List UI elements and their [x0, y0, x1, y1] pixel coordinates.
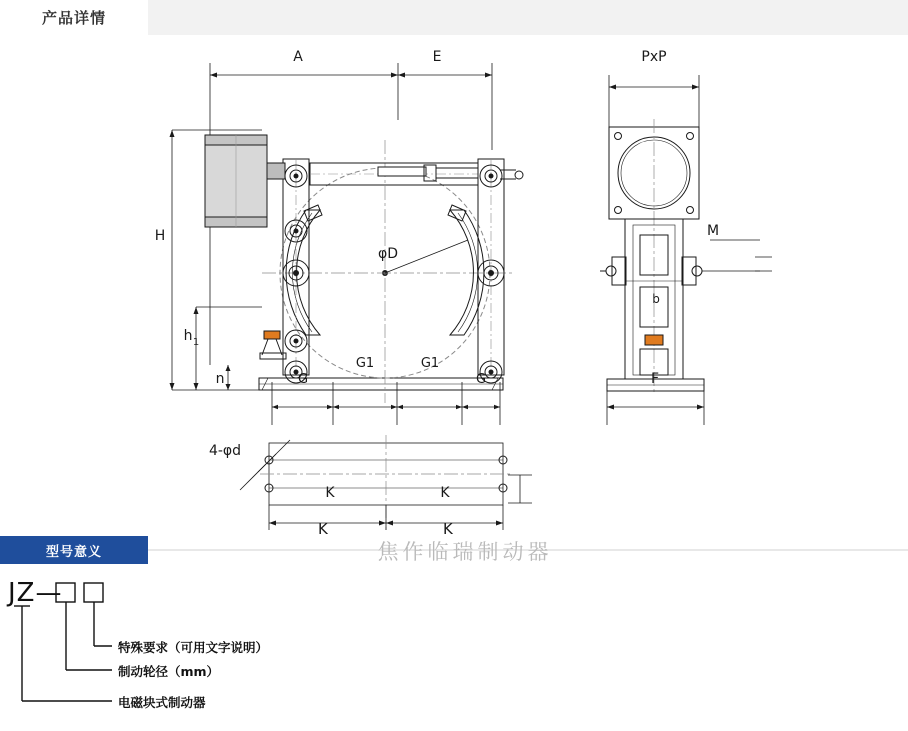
dim-label-G1-right: G1: [420, 356, 440, 371]
dim-label-h1-sub: 1: [192, 337, 200, 348]
technical-drawing: [0, 35, 908, 530]
dim-label-K-left: K: [325, 485, 335, 501]
dim-label-E: E: [432, 49, 442, 65]
legend-item-wheel-diameter: 制动轮径（mm）: [118, 664, 220, 679]
model-meaning-label-box: [0, 536, 148, 564]
brake-drawing-svg: [0, 35, 908, 530]
dim-label-n: n: [215, 371, 225, 387]
dim-label-K-right: K: [440, 485, 450, 501]
legend-item-brake-type: 电磁块式制动器: [118, 695, 206, 710]
plan-dim-K-left: K: [318, 520, 328, 538]
dim-label-phiD: φD: [377, 246, 399, 262]
electromagnet-body: [205, 135, 285, 227]
dim-label-A: A: [293, 49, 303, 65]
plan-view: [240, 435, 532, 530]
dim-label-b: b: [652, 292, 660, 306]
dim-label-G-left: G: [297, 372, 309, 387]
tab-product-details[interactable]: [0, 0, 148, 35]
dim-E: [398, 63, 492, 150]
brake-wheel: [262, 140, 515, 403]
side-view: [600, 75, 772, 425]
model-code-block: [0, 570, 908, 731]
dim-label-G1-left: G1: [355, 356, 375, 371]
brake-arm-right: [478, 159, 504, 383]
dim-n: [226, 365, 231, 390]
legend-item-special-requirements: 特殊要求（可用文字说明）: [118, 640, 269, 655]
dim-label-h1: h: [183, 328, 193, 344]
brand-watermark: 焦作临瑞制动器: [377, 540, 553, 564]
model-meaning-label: 型号意义: [45, 543, 102, 559]
base-plate: [259, 378, 503, 390]
dim-label-PxP: PxP: [641, 49, 667, 65]
dim-G-row: [272, 382, 500, 425]
tab-product-details-label: 产品详情: [41, 10, 106, 27]
model-code-text: JZ—: [8, 578, 63, 608]
dim-label-G-right: G: [475, 372, 487, 387]
adjusting-screw: [260, 331, 286, 359]
dim-label-M: M: [706, 223, 720, 239]
dim-label-F: F: [650, 371, 660, 387]
dim-label-hole-note: 4-φd: [208, 443, 242, 459]
dim-label-H: H: [154, 228, 166, 244]
brake-arm-left: [283, 159, 309, 383]
plan-dim-K-right: K: [443, 520, 453, 538]
product-tabbar: [0, 0, 908, 36]
